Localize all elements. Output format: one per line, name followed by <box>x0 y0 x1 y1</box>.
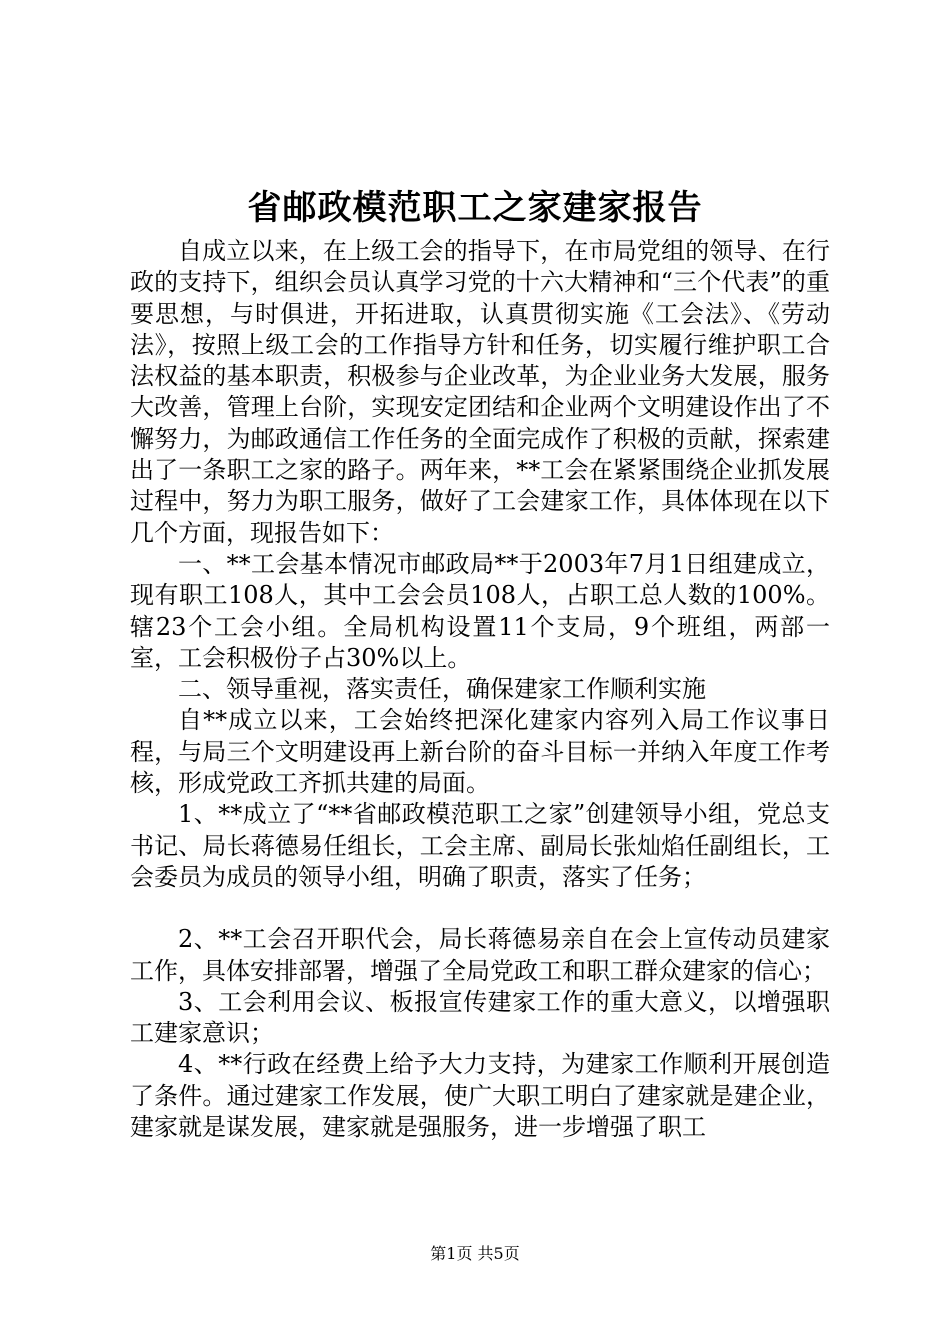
document-body <box>130 236 830 1143</box>
paragraph-item-1: 1、**成立了“**省邮政模范职工之家”创建领导小组，党总支书记、局长蒋德易任组长，工会主席、副局长张灿焰任副组长，工会委员为成员的领导小组，明确了职责，落实了任务； <box>130 800 830 891</box>
paragraph-intro: 自成立以来，在上级工会的指导下，在市局党组的领导、在行政的支持下，组织会员认真学习党的十六大精神和“三个代表”的重要思想，与时俱进，开拓进取，认真贯彻实施《工会法》、《劳动法》，按照上级工会的工作指导方针和任务，切实履行维护职工合法权益的基本职责，积极参与企业改革，为企业业务大发展，服务大改善，管理上台阶，实现安定团结和企业两个文明建设作出了不懈努力，为邮政通信工作任务的全面完成作了积极的贡献，探索建出了一条职工之家的路子。两年来，**工会在紧紧围绕企业抓发展过程中，努力为职工服务，做好了工会建家工作，具体体现在以下几个方面，现报告如下： <box>130 237 830 547</box>
page-footer: 第1页 共5页 <box>430 1244 520 1263</box>
paragraph-section-2: 自**成立以来，工会始终把深化建家内容列入局工作议事日程，与局三个文明建设再上新台阶的奋斗目标一并纳入年度工作考核，形成党政工齐抓共建的局面。 <box>130 706 830 798</box>
paragraph-section-1: 一、**工会基本情况市邮政局**于2003年7月1日组建成立，现有职工108人，其中工会会员108人，占职工总人数的100%。辖23个工会小组。全局机构设置11个支局，9个班组，两部一室，工会积极份子占30%以上。 <box>130 549 830 672</box>
paragraph-item-3: 3、工会利用会议、板报宣传建家工作的重大意义，以增强职工建家意识； <box>130 987 830 1048</box>
paragraph-item-2: 2、**工会召开职代会，局长蒋德易亲自在会上宣传动员建家工作，具体安排部署，增强了全局党政工和职工群众建家的信心； <box>130 925 830 985</box>
document-title: 省邮政模范职工之家建家报告 <box>247 188 703 228</box>
paragraph-item-4: 4、**行政在经费上给予大力支持，为建家工作顺利开展创造了条件。通过建家工作发展，使广大职工明白了建家就是建企业，建家就是谋发展，建家就是强服务，进一步增强了职工 <box>130 1050 830 1142</box>
heading-section-2: 二、领导重视，落实责任，确保建家工作顺利实施 <box>178 675 706 704</box>
